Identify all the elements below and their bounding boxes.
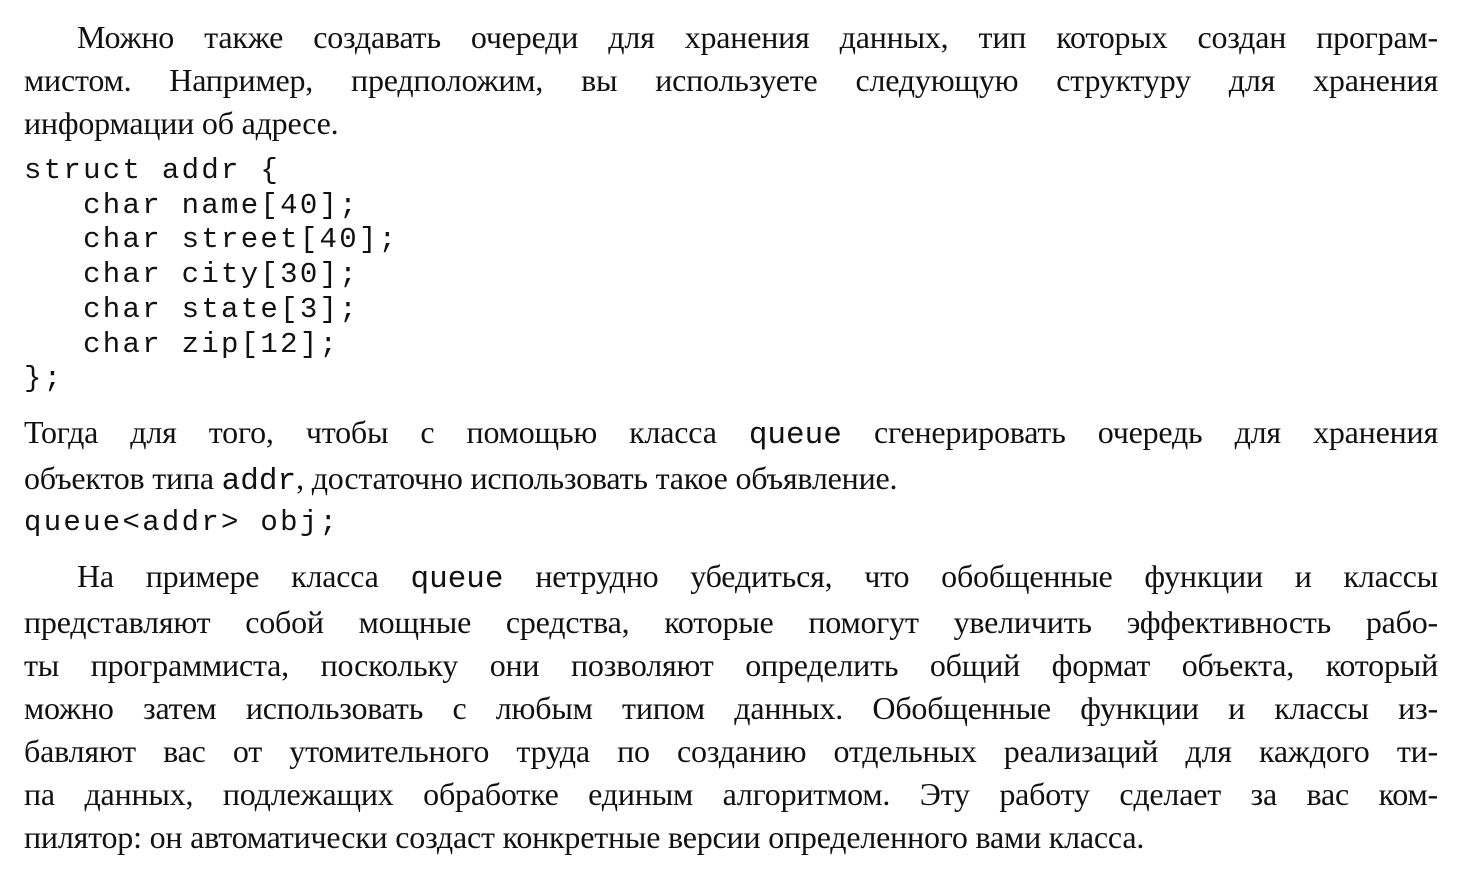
text-fragment: Тогда для того, чтобы с помощью класса	[24, 414, 749, 450]
text-fragment: объектов типа	[24, 460, 222, 496]
paragraph-intro	[24, 16, 1438, 145]
text-line: бавляют вас от утомительного труда по созданию отдельных реализаций для каждого ти-	[24, 733, 1438, 769]
code-line: queue<addr> obj;	[24, 506, 340, 539]
code-line: char name[40];	[24, 188, 359, 222]
paragraph-conclusion	[24, 555, 1438, 859]
text-line: Можно также создавать очереди для хранения данных, тип которых создан програм-	[77, 19, 1438, 55]
code-line: struct addr {	[24, 154, 281, 187]
text-fragment: нетрудно убедиться, что обобщенные функции и классы	[503, 558, 1438, 594]
code-line: char zip[12];	[24, 327, 340, 361]
text-line: па данных, подлежащих обработке единым алгоритмом. Эту работу сделает за вас ком-	[24, 776, 1438, 812]
code-block-struct	[24, 154, 398, 397]
text-line: информации об адресе.	[24, 105, 339, 141]
inline-code: queue	[410, 562, 504, 597]
text-line	[24, 555, 1438, 601]
inline-code: addr	[221, 464, 297, 499]
text-line: ты программиста, поскольку они позволяют определить общий формат объекта, который	[24, 647, 1438, 683]
text-line: мистом. Например, предположим, вы используете следующую структуру для хранения	[24, 62, 1438, 98]
text-line: представляют собой мощные средства, которые помогут увеличить эффективность рабо-	[24, 604, 1438, 640]
paragraph-queue-usage	[24, 411, 1438, 503]
text-fragment: На примере класса	[77, 558, 411, 594]
code-line: char city[30];	[24, 258, 359, 292]
inline-code: queue	[748, 418, 842, 453]
code-line: };	[24, 362, 64, 396]
text-fragment: , достаточно использовать такое объявление.	[296, 460, 898, 496]
code-block-declaration	[24, 506, 339, 541]
code-line: char state[3];	[24, 292, 359, 326]
text-line: пилятор: он автоматически создаст конкретные версии определенного вами класса.	[24, 819, 1145, 855]
text-line	[24, 457, 1438, 503]
code-line: char street[40];	[24, 223, 399, 257]
text-line	[24, 411, 1438, 457]
text-line: можно затем использовать с любым типом данных. Обобщенные функции и классы из-	[24, 690, 1438, 726]
text-fragment: сгенерировать очередь для хранения	[841, 414, 1438, 450]
